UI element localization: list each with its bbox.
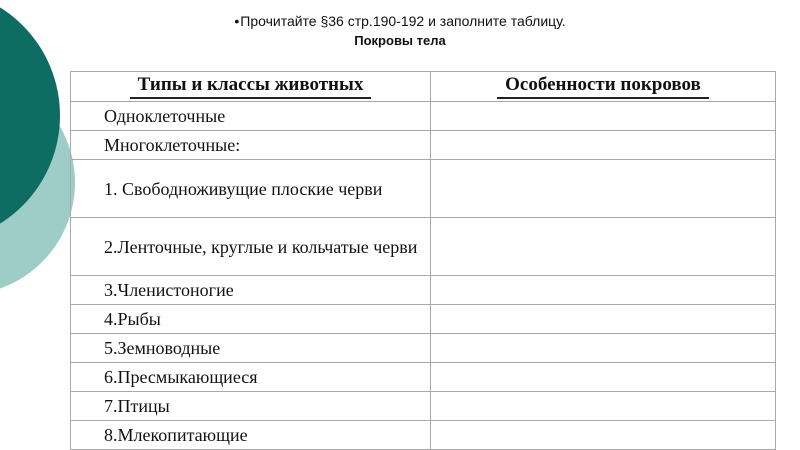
animal-type-cell: 8.Млекопитающие	[71, 421, 431, 450]
table-row	[71, 305, 776, 334]
header-covering-features	[431, 72, 776, 102]
table-row	[71, 421, 776, 450]
covering-cell[interactable]	[431, 363, 776, 392]
table-title: Покровы тела	[354, 33, 446, 48]
covering-cell[interactable]	[431, 131, 776, 160]
covering-cell[interactable]	[431, 218, 776, 276]
table-row	[71, 392, 776, 421]
animal-type-cell: Одноклеточные	[71, 102, 431, 131]
animal-type-cell: 1. Свободноживущие плоские черви	[71, 160, 431, 218]
table-row	[71, 160, 776, 218]
table-header-row	[71, 72, 776, 102]
covering-cell[interactable]	[431, 392, 776, 421]
instruction-label: Прочитайте §36 стр.190-192 и заполните таблицу.	[240, 13, 566, 29]
animal-type-cell: Многоклеточные:	[71, 131, 431, 160]
covering-cell[interactable]	[431, 334, 776, 363]
instruction-bullet: •	[234, 13, 240, 29]
header-animal-types	[71, 72, 431, 102]
table-row	[71, 131, 776, 160]
animal-type-cell: 3.Членистоногие	[71, 276, 431, 305]
covering-cell[interactable]	[431, 421, 776, 450]
table-row	[71, 102, 776, 131]
covering-cell[interactable]	[431, 305, 776, 334]
covering-cell[interactable]	[431, 160, 776, 218]
coverings-table	[70, 71, 776, 450]
table-row	[71, 276, 776, 305]
covering-cell[interactable]	[431, 276, 776, 305]
table-row	[71, 218, 776, 276]
header-animal-types-label: Типы и классы животных	[130, 74, 372, 99]
table-row	[71, 334, 776, 363]
animal-type-cell: 5.Земноводные	[71, 334, 431, 363]
animal-type-cell: 2.Ленточные, круглые и кольчатые черви	[71, 218, 431, 276]
table-row	[71, 363, 776, 392]
header-covering-features-label: Особенности покровов	[497, 74, 709, 99]
covering-cell[interactable]	[431, 102, 776, 131]
animal-type-cell: 4.Рыбы	[71, 305, 431, 334]
animal-type-cell: 7.Птицы	[71, 392, 431, 421]
animal-type-cell: 6.Пресмыкающиеся	[71, 363, 431, 392]
instruction-text	[0, 12, 800, 30]
